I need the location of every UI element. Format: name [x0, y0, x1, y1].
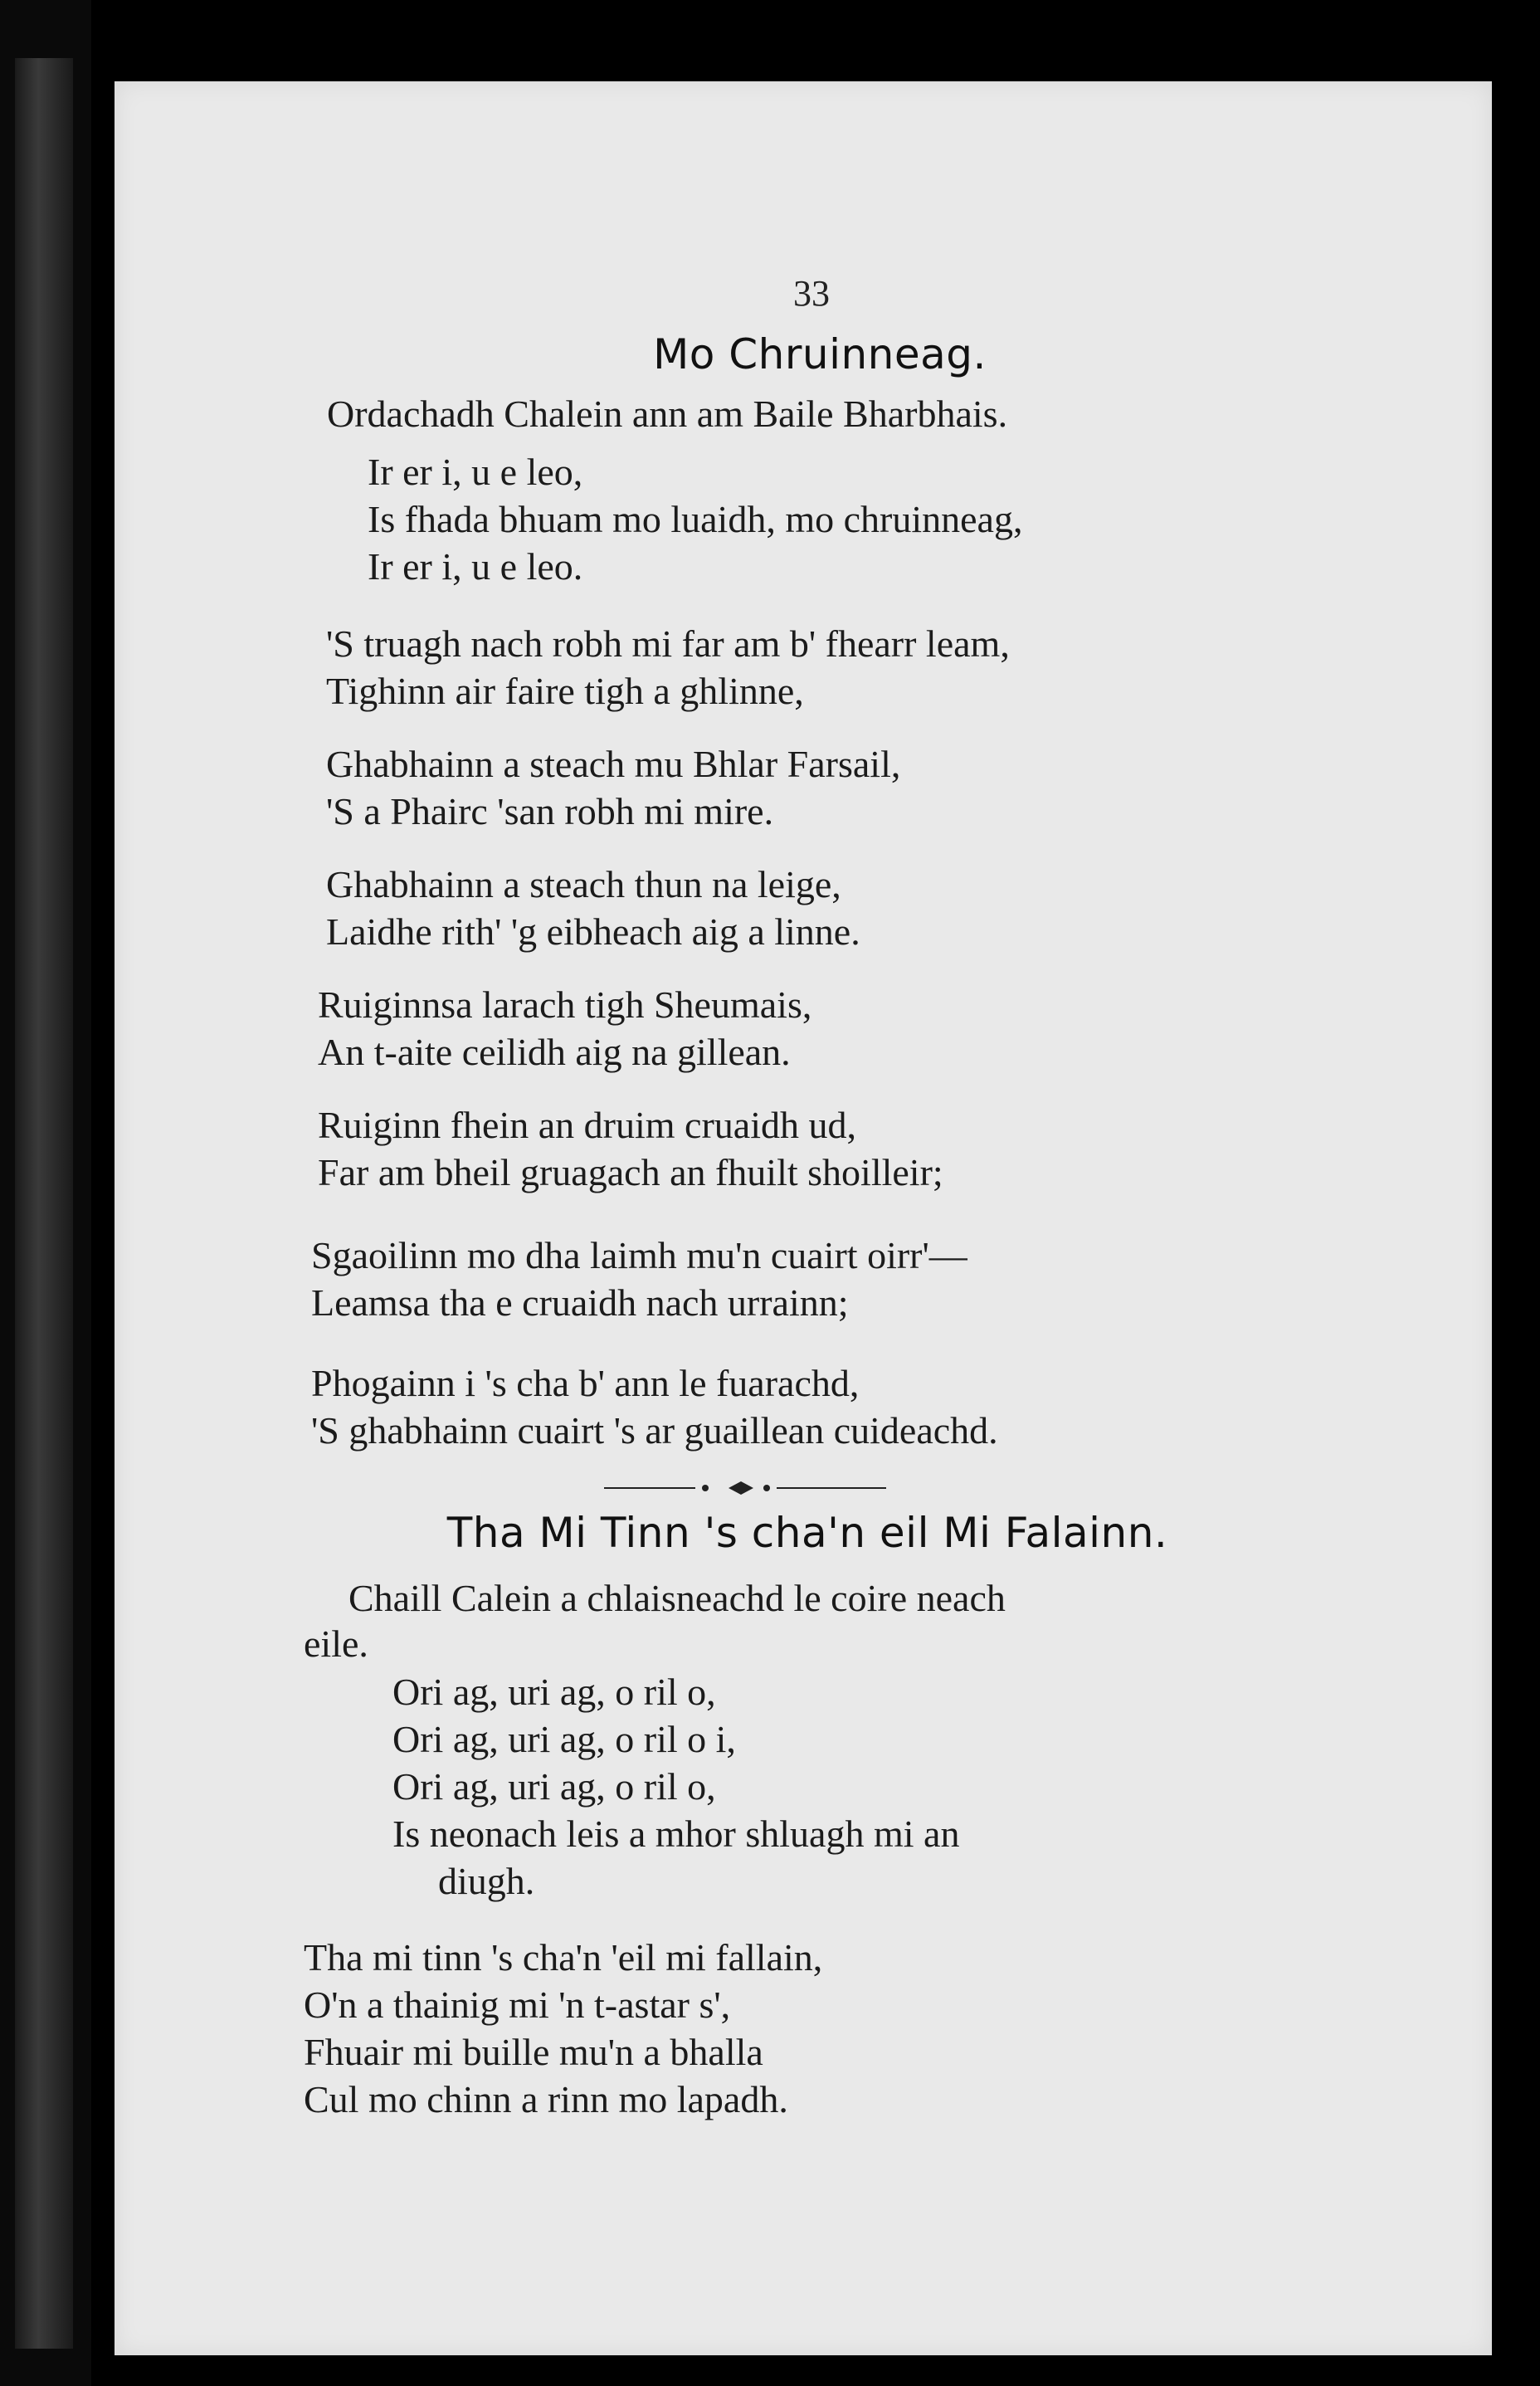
verse-line: Ghabhainn a steach mu Bhlar Farsail, — [326, 743, 901, 785]
verse-line: Phogainn i 's cha b' ann le fuarachd, — [311, 1362, 860, 1404]
verse-line: Far am bheil gruagach an fhuilt shoilleir; — [318, 1151, 943, 1193]
verse-line: Ruiginn fhein an druim cruaidh ud, — [318, 1104, 856, 1146]
song-title: Mo Chruinneag. — [653, 330, 987, 378]
verse-line: Tha mi tinn 's cha'n 'eil mi fallain, — [304, 1936, 823, 1979]
left-scan-edge — [0, 0, 91, 2386]
ornament-divider — [604, 1478, 886, 1498]
book-page — [115, 81, 1492, 2355]
verse-line: 'S truagh nach robh mi far am b' fhearr leam, — [326, 622, 1010, 665]
verse-line: Sgaoilinn mo dha laimh mu'n cuairt oirr'— — [311, 1234, 967, 1276]
chorus-line: Ir er i, u e leo. — [368, 545, 583, 588]
verse-line: 'S ghabhainn cuairt 's ar guaillean cuideachd. — [311, 1409, 998, 1452]
verse-line: Cul mo chinn a rinn mo lapadh. — [304, 2078, 788, 2120]
verse-line: Tighinn air faire tigh a ghlinne, — [326, 670, 804, 712]
verse-line: Ghabhainn a steach thun na leige, — [326, 863, 841, 905]
chorus-line: Is neonach leis a mhor shluagh mi an — [392, 1813, 960, 1855]
chorus-line: Ori ag, uri ag, o ril o, — [392, 1671, 716, 1713]
verse-line: An t-aite ceilidh aig na gillean. — [318, 1031, 791, 1073]
page-number: 33 — [793, 273, 830, 314]
chorus-line: Is fhada bhuam mo luaidh, mo chruinneag, — [368, 498, 1023, 540]
verse-line: Fhuair mi buille mu'n a bhalla — [304, 2031, 763, 2073]
intro-line: Chaill Calein a chlaisneachd le coire neach — [348, 1577, 1006, 1619]
song-subtitle: Ordachadh Chalein ann am Baile Bharbhais. — [327, 393, 1008, 435]
chorus-line: Ir er i, u e leo, — [368, 451, 583, 493]
verse-line: O'n a thainig mi 'n t-astar s', — [304, 1983, 731, 2026]
verse-line: Ruiginnsa larach tigh Sheumais, — [318, 983, 812, 1026]
verse-line: 'S a Phairc 'san robh mi mire. — [326, 790, 774, 832]
chorus-line: Ori ag, uri ag, o ril o, — [392, 1765, 716, 1808]
page-spine — [15, 58, 73, 2349]
song-title: Tha Mi Tinn 's cha'n eil Mi Falainn. — [446, 1509, 1168, 1557]
verse-line: Leamsa tha e cruaidh nach urrainn; — [311, 1281, 849, 1324]
chorus-line: Ori ag, uri ag, o ril o i, — [392, 1718, 736, 1760]
verse-line: Laidhe rith' 'g eibheach aig a linne. — [326, 910, 860, 953]
intro-line: eile. — [304, 1622, 368, 1665]
chorus-line: diugh. — [438, 1860, 535, 1902]
